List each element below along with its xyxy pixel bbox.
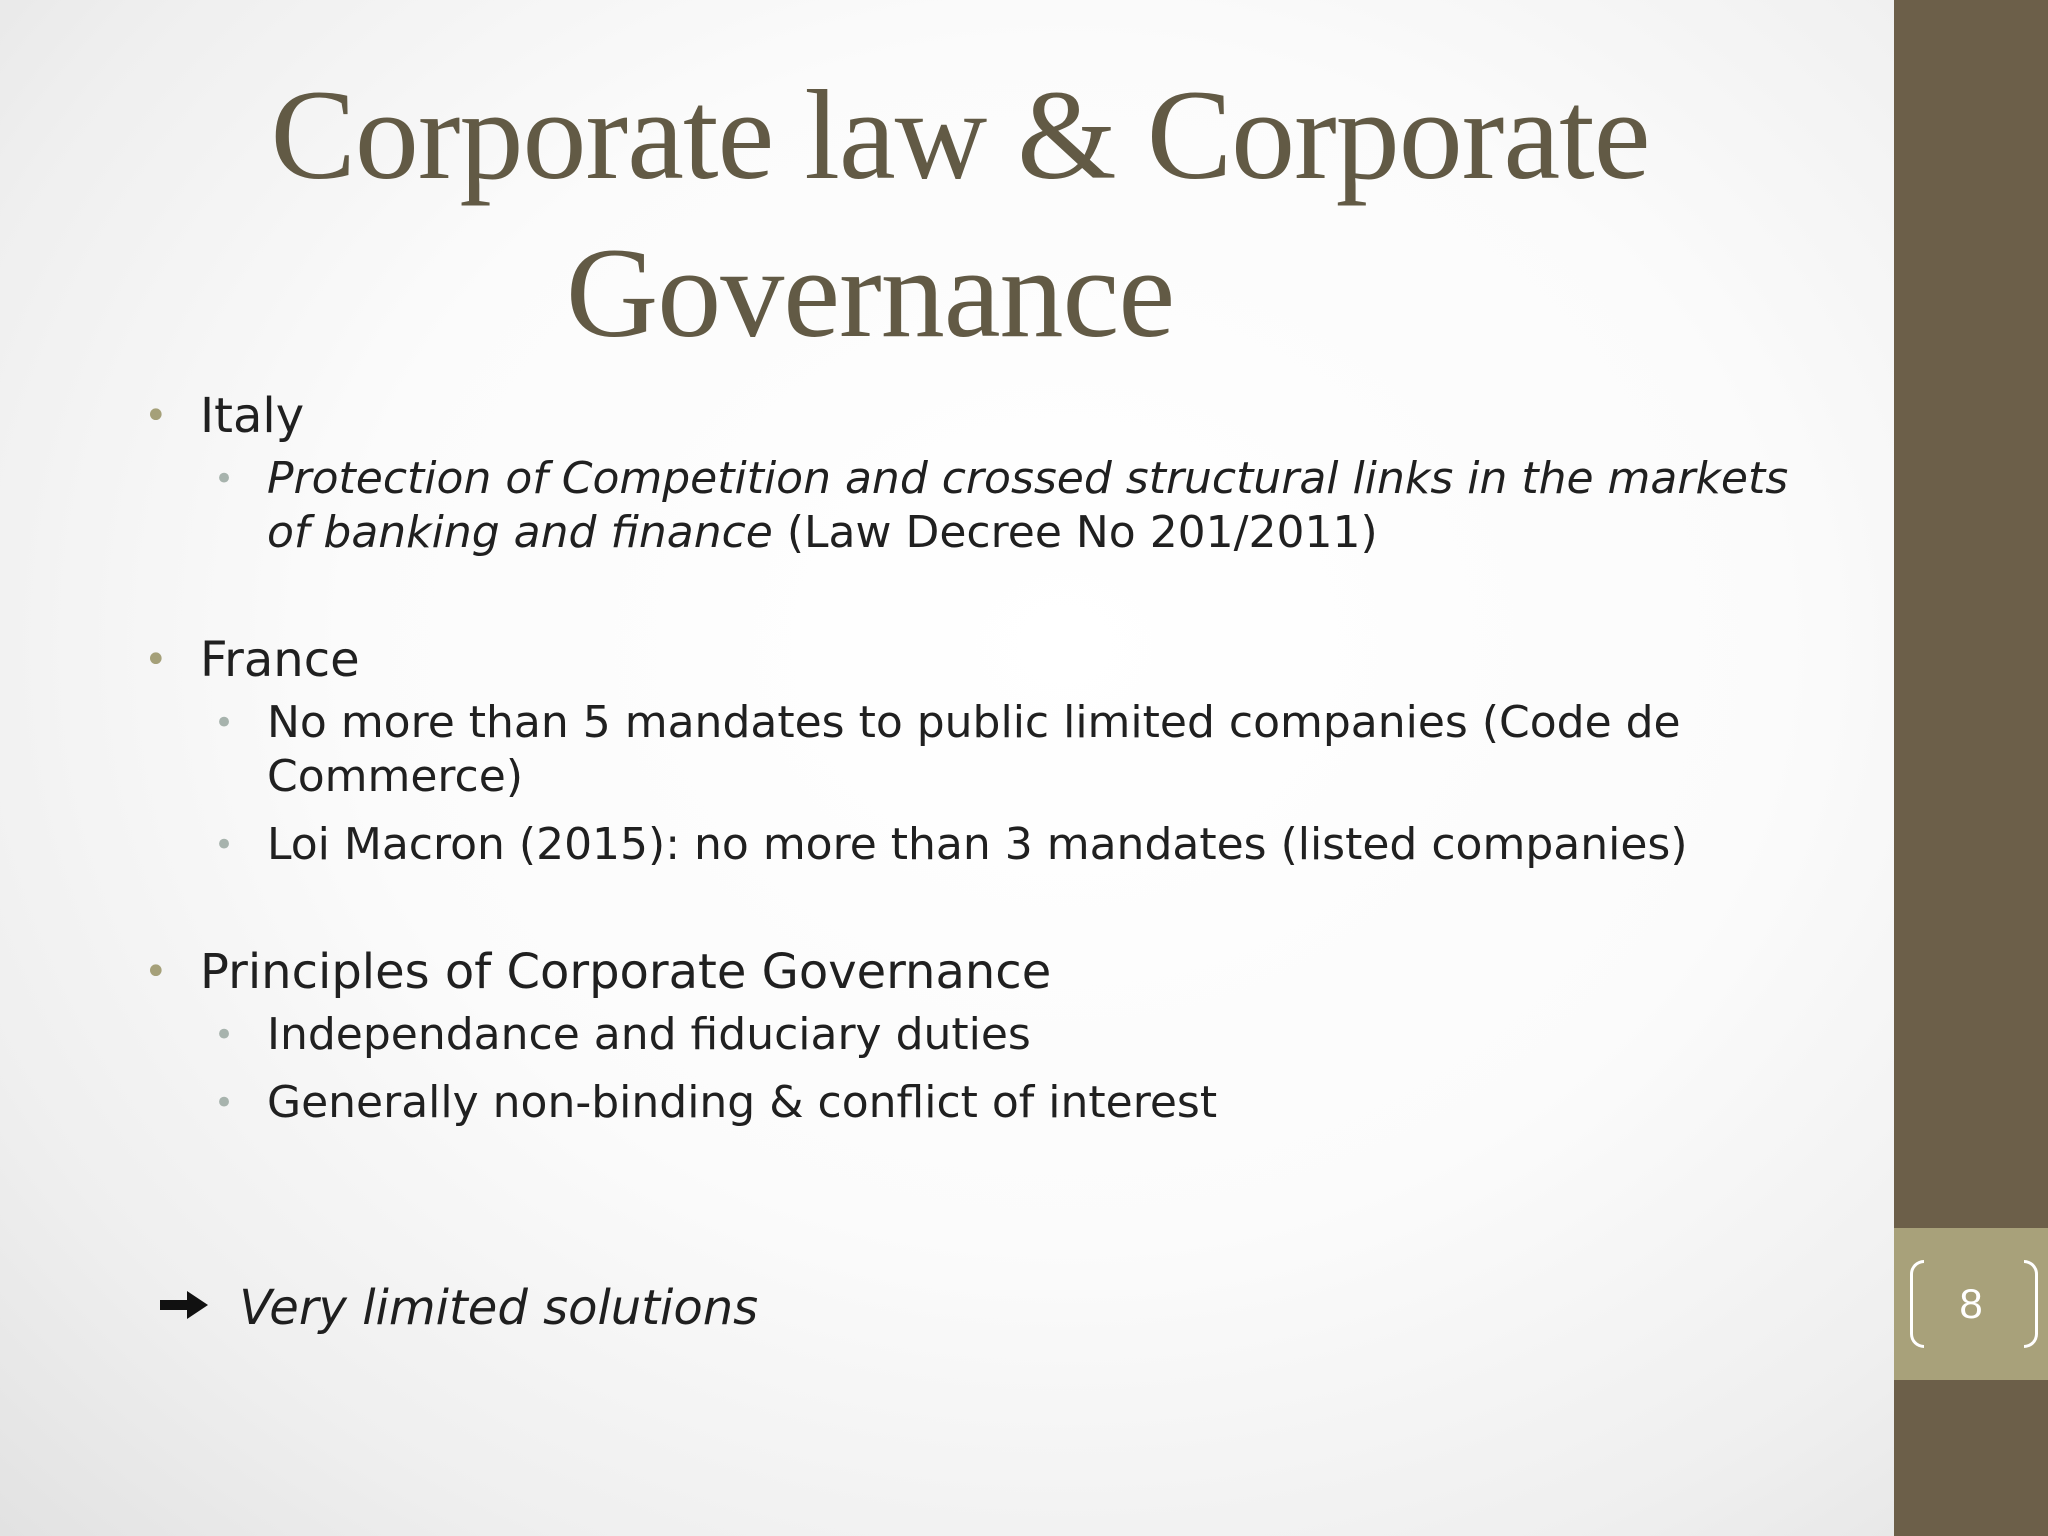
italy-law-reference: (Law Decree No 201/2011) (772, 507, 1378, 558)
corporate-governance-bullet-item-1: • Independance and fiduciary duties (144, 1008, 1794, 1062)
section-corporate-governance-principles (144, 940, 1794, 1130)
arrow-right-icon (156, 1285, 212, 1325)
corporate-governance-bullet-list (144, 1008, 1794, 1130)
italy-law-title: Protection of Competition and crossed structural links in the markets of banking and finance (267, 453, 1789, 558)
france-bullet-item-2: • Loi Macron (2015): no more than 3 mandates (listed companies) (144, 818, 1794, 872)
france-bullet-item-1: • No more than 5 mandates to public limited companies (Code de Commerce) (144, 696, 1794, 804)
conclusion-text: Very limited solutions (239, 1280, 759, 1336)
italy-bullet-item (144, 452, 1794, 560)
slide-number-box (1894, 1228, 2048, 1380)
france-bullet-list (144, 696, 1794, 872)
section-heading-corporate-governance-principles: • Principles of Corporate Governance (144, 940, 1794, 1004)
section-france (144, 628, 1794, 872)
slide-number: 8 (1959, 1280, 1983, 1327)
corporate-governance-bullet-item-2: • Generally non-binding & conflict of interest (144, 1076, 1794, 1130)
section-italy (144, 384, 1794, 560)
conclusion-line (156, 1276, 758, 1340)
slide-title-line-2: Governance (565, 222, 1175, 364)
italy-bullet-list (144, 452, 1794, 560)
slide-title (120, 56, 1800, 372)
slide-content (144, 384, 1794, 1198)
slide-title-line-1: Corporate law & Corporate (270, 64, 1650, 206)
section-heading-france: • France (144, 628, 1794, 692)
section-heading-italy: • Italy (144, 384, 1794, 448)
